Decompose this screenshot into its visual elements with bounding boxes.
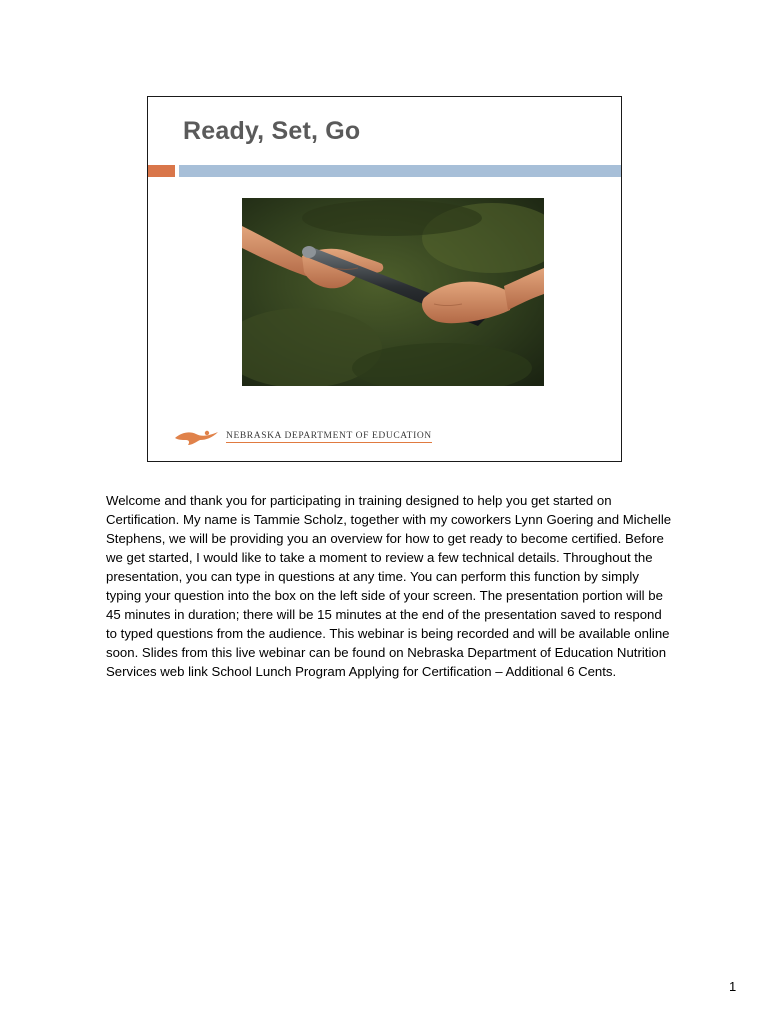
nebraska-dept-education-figure-logo-icon bbox=[174, 428, 220, 446]
speaker-notes: Welcome and thank you for participating in training designed to help you get started on Certification. My name is Tammie Scholz, together with my coworkers Lynn Goering and Michelle Stephens, we will be providing you an overview for how to get ready to become certified. Before we get started, I would like to take a moment to review a few technical details. Throughout the presentation, you can type in questions at any time. You can perform this function by simply typing your question into the box on the left side of your screen. The presentation portion will be 45 minutes in duration; there will be 15 minutes at the end of the presentation saved to respond to typed questions from the audience. This webinar is being recorded and will be available online soon. Slides from this live webinar can be found on Nebraska Department of Education Nutrition Services web link School Lunch Program Applying for Certification – Additional 6 Cents. bbox=[106, 493, 672, 679]
relay-baton-handoff-photo bbox=[242, 198, 544, 386]
slide-thumbnail bbox=[147, 96, 622, 462]
title-accent-orange-bar bbox=[148, 165, 175, 177]
slide-title: Ready, Set, Go bbox=[183, 117, 361, 145]
nebraska-dept-education-logo bbox=[174, 427, 432, 447]
title-accent-blue-bar bbox=[179, 165, 622, 177]
page-number: 1 bbox=[729, 979, 737, 994]
logo-text: NEBRASKA DEPARTMENT OF EDUCATION bbox=[226, 431, 432, 441]
